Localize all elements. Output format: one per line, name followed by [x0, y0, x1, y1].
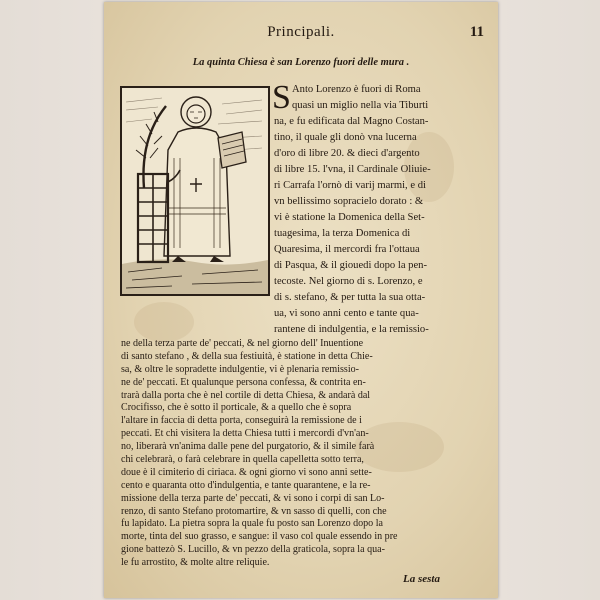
drop-cap: S: [272, 79, 291, 116]
text-line: [121, 390, 489, 403]
text-line-content: peccati. Et chi visitera la detta Chiesa tutti i mercordi d'vn'an-: [121, 428, 369, 440]
text-line-content: Crocifisso, che è sotto il porticale, & a quello che è sopra: [121, 402, 352, 414]
text-line: tuagesima, la terza Domenica di: [274, 228, 411, 239]
text-line: d'oro di libre 20. & dieci d'argento: [274, 148, 420, 159]
text-line: [121, 351, 489, 364]
text-line-content: di santo stefano , & della sua festiuità, è statione in detta Chie-: [121, 350, 373, 362]
text-line: [121, 377, 489, 390]
text-line: [121, 557, 489, 570]
chapter-heading: La quinta Chiesa è san Lorenzo fuori delle mura .: [192, 57, 410, 68]
book-page: [104, 2, 498, 598]
text-line: [121, 454, 489, 467]
text-line-content: missione della terza parte de' peccati, & vi sono i corpi di san Lo-: [121, 492, 385, 504]
text-line-content: ne della terza parte de' peccati, & nel giorno dell' Inuentione: [121, 338, 364, 349]
text-line-content: cento e quaranta otto d'indulgentia, e tante quarantene, e la re-: [121, 479, 371, 491]
text-line-content: chi celebrarà, o farà celebrare in quella capelletta sotto terra,: [121, 454, 364, 465]
text-line-content: renzo, di santo Stefano protomartire, & vn sasso di quelli, con che: [121, 505, 387, 517]
text-line: [121, 364, 489, 377]
text-line: quasi un miglio nella via Tiburti: [292, 100, 429, 111]
text-line: na, e fu edificata dal Magno Costan-: [274, 116, 429, 127]
text-line: tecoste. Nel giorno di s. Lorenzo, e: [274, 276, 423, 287]
text-line-content: l'altare in faccia di detta porta, conseguirà la remissione de i: [121, 415, 362, 427]
text-line-content: fu lapidato. La pietra sopra la quale fu posto san Lorenzo dopo la: [121, 518, 383, 530]
catchword: La sesta: [403, 573, 440, 585]
text-line: [121, 480, 489, 493]
text-line: [121, 518, 489, 531]
text-line: [121, 402, 489, 415]
running-head: Principali.: [267, 24, 335, 40]
text-line: [121, 428, 489, 441]
text-line: [121, 544, 489, 557]
text-line-content: no, liberarà vn'anima dalle pene del purgatorio, & il simile farà: [121, 441, 375, 453]
text-line: [121, 467, 489, 480]
text-line: [121, 338, 489, 351]
text-line: vn bellissimo sopracielo dorato : &: [274, 196, 424, 207]
text-line: [121, 415, 489, 428]
text-line-content: sa, & oltre le sopradette indulgentie, vi è plenaria remissio-: [121, 363, 359, 375]
text-line: rantene di indulgentia, e la remissio-: [274, 324, 429, 335]
text-line: [121, 506, 489, 519]
text-line: [121, 531, 489, 544]
text-line-content: ne de' peccati. Et qualunque persona confessa, & contrita en-: [121, 376, 366, 388]
text-line-content: doue è il cimiterio di ciriaca. & ogni giorno vi sono anni sette-: [121, 466, 372, 478]
text-line: di libre 15. l'vna, il Cardinale Oliuie-: [274, 164, 431, 175]
text-line: di Pasqua, & il giouedi dopo la pen-: [274, 260, 427, 271]
text-line-content: gione battezò S. Lucillo, & vn pezzo della graticola, sopra la qua-: [121, 544, 385, 556]
saint-lawrence-woodcut-icon: [120, 86, 270, 296]
text-line-content: le fu arrostito, & molte altre reliquie.: [121, 557, 270, 569]
text-line: Anto Lorenzo è fuori di Roma: [292, 84, 421, 95]
text-line: ua, vi sono anni cento e tante qua-: [274, 308, 419, 319]
page-number: 11: [469, 24, 484, 40]
text-line-content: morte, tinta del suo grasso, e sangue: il vaso col quale essendo in pre: [121, 531, 398, 543]
text-line-content: trarà dalla porta che è nel cortile di detta Chiesa, & andarà dal: [121, 389, 371, 401]
text-line: [121, 441, 489, 454]
text-line: Quaresima, il mercordi fra l'ottaua: [274, 244, 420, 255]
text-line: [121, 493, 489, 506]
text-line: vi è statione la Domenica della Set-: [274, 212, 425, 223]
foxing-stain: [134, 302, 194, 342]
text-line: di s. stefano, & per tutta la sua otta-: [274, 292, 426, 303]
text-line: ri Carrafa l'ornò di varij marmi, e di: [274, 180, 426, 191]
text-line: tino, il quale gli donò vna lucerna: [274, 132, 417, 143]
